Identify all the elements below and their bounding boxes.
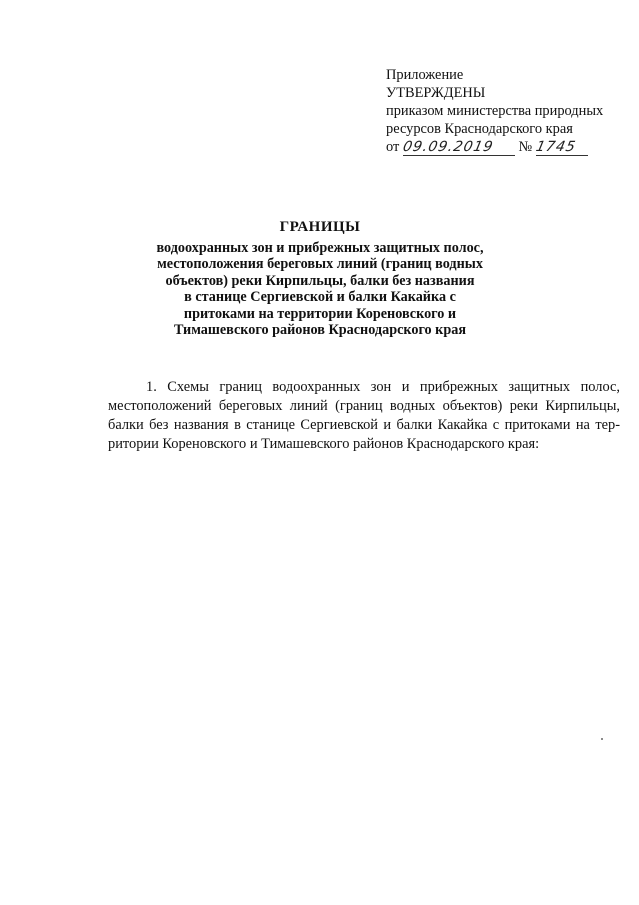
number-label: № [518, 139, 533, 155]
document-heading: ГРАНИЦЫ [279, 219, 361, 235]
appendix-label: Приложение [386, 67, 464, 83]
approval-order-line-1: приказом министерства природных [386, 103, 604, 119]
handwritten-date: 09.09.2019 [401, 139, 495, 155]
from-label: от [386, 139, 400, 155]
title-line: объектов) реки Кирпильцы, балки без названия [165, 272, 475, 289]
title-line: местоположения береговых линий (границ водных [157, 256, 483, 272]
approval-order-line-2: ресурсов Краснодарского края [386, 121, 573, 137]
body-line: местоположений береговых линий (границ водных объектов) реки Кирпильцы, [108, 398, 620, 414]
document-title-block [120, 219, 520, 339]
title-line: Тимашевского районов Краснодарского края [173, 322, 467, 338]
title-line: притоками на территории Кореновского и [183, 305, 457, 322]
handwritten-number: 1745 [534, 139, 578, 155]
approved-label: УТВЕРЖДЕНЫ [386, 85, 486, 101]
title-line: в станице Сергиевской и балки Какайка с [184, 289, 456, 305]
title-line: водоохранных зон и прибрежных защитных полос, [156, 239, 484, 256]
body-line: балки без названия в станице Сергиевской и балки Какайка с притоками на тер- [108, 417, 620, 433]
body-line: ритории Кореновского и Тимашевского районов Краснодарского края: [108, 436, 540, 452]
document-body [108, 378, 620, 454]
scan-speck [601, 738, 603, 740]
body-line: 1. Схемы границ водоохранных зон и прибрежных защитных полос, [146, 379, 620, 395]
approval-block [386, 66, 631, 156]
approval-date-number-row [386, 138, 631, 156]
